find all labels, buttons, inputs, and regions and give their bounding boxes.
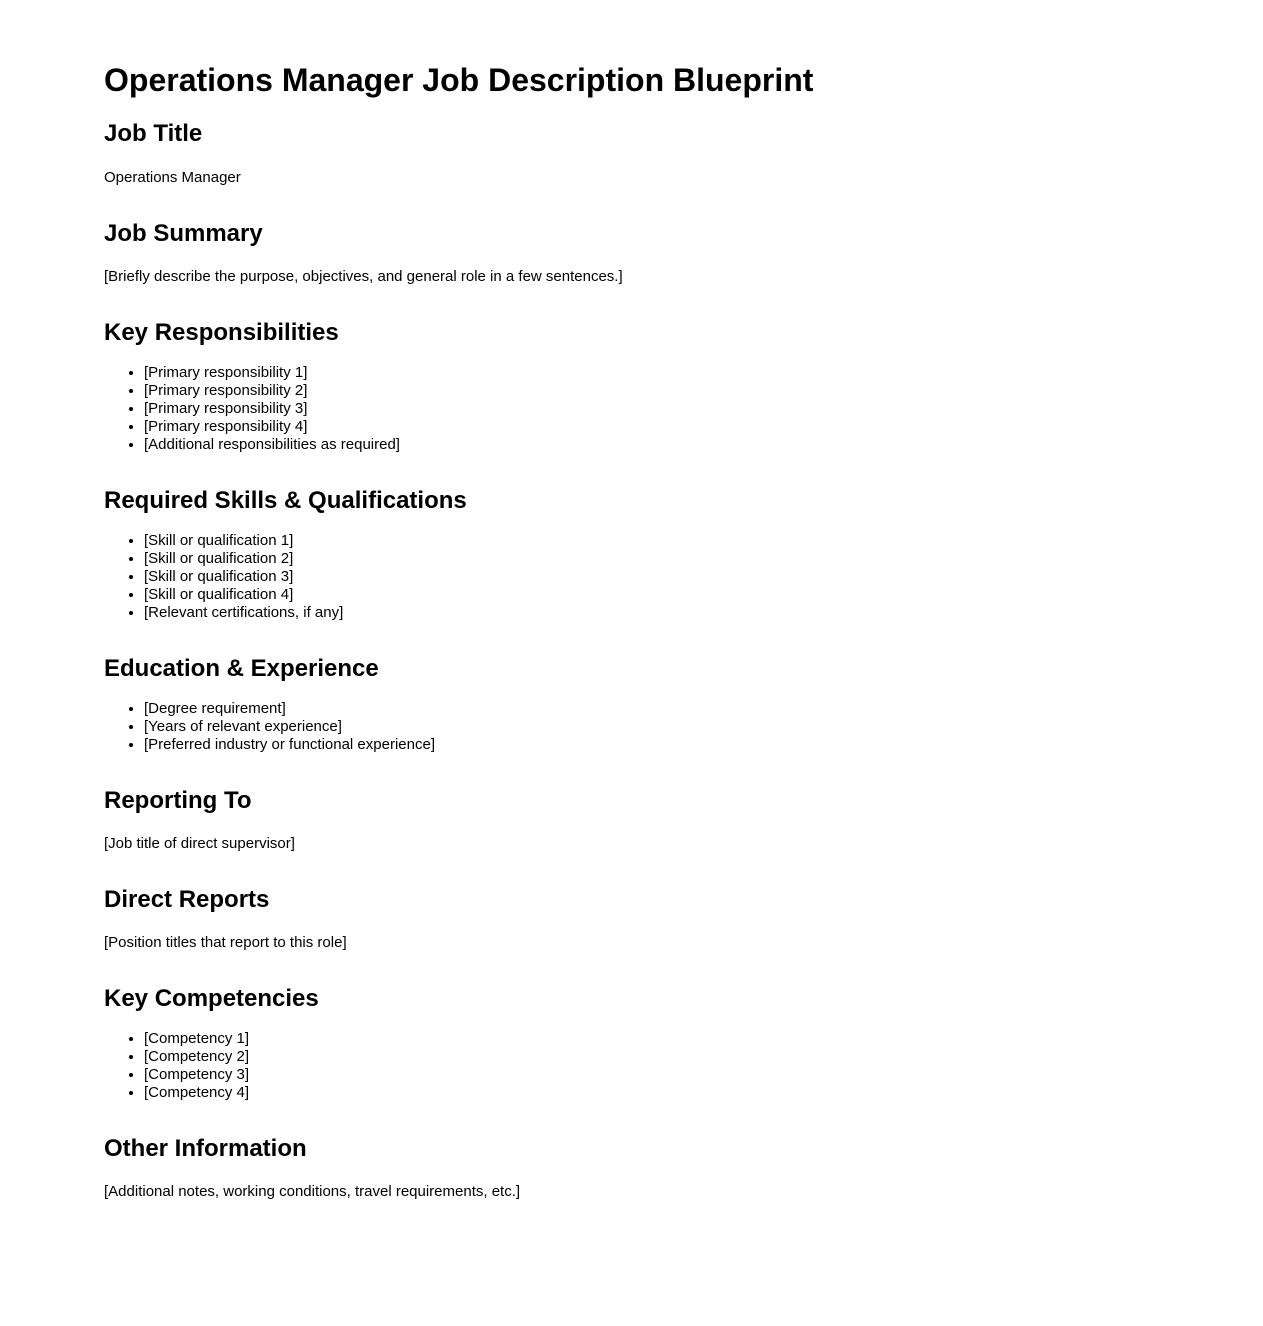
list-item: • [Degree requirement] [144, 700, 1159, 718]
list-item: • [Skill or qualification 2] [144, 550, 1159, 568]
section-heading: Other Information [104, 1135, 307, 1163]
section-heading: Direct Reports [104, 885, 270, 913]
doc-section [104, 220, 1159, 286]
list-item: • [Competency 3] [144, 1066, 1159, 1084]
list-item: • [Primary responsibility 3] [144, 400, 1159, 418]
document-content [104, 62, 1159, 1201]
list-item: • [Skill or qualification 4] [144, 586, 1159, 604]
bullet-list [104, 700, 1159, 754]
page-title: Operations Manager Job Description Blueprint [104, 62, 814, 98]
section-heading: Education & Experience [104, 654, 379, 682]
section-paragraph: [Additional notes, working conditions, travel requirements, etc.] [104, 1183, 521, 1201]
doc-section [104, 985, 1159, 1102]
list-item: • [Relevant certifications, if any] [144, 604, 1159, 622]
bullet-list [104, 532, 1159, 622]
doc-section [104, 1135, 1159, 1201]
list-item: • [Primary responsibility 1] [144, 364, 1159, 382]
section-heading: Key Responsibilities [104, 318, 339, 346]
bullet-list [104, 1030, 1159, 1102]
section-heading: Reporting To [104, 786, 252, 814]
doc-section [104, 886, 1159, 952]
section-heading: Key Competencies [104, 984, 319, 1012]
list-item: • [Preferred industry or functional experience] [144, 736, 1159, 754]
section-paragraph: [Position titles that report to this role] [104, 933, 347, 951]
section-paragraph: Operations Manager [104, 168, 241, 186]
bullet-list [104, 364, 1159, 454]
list-item: • [Primary responsibility 4] [144, 418, 1159, 436]
doc-section [104, 655, 1159, 754]
doc-section [104, 319, 1159, 454]
doc-section [104, 787, 1159, 853]
list-item: • [Years of relevant experience] [144, 718, 1159, 736]
list-item: • [Competency 1] [144, 1030, 1159, 1048]
list-item: • [Competency 4] [144, 1084, 1159, 1102]
doc-section [104, 487, 1159, 622]
list-item: • [Skill or qualification 3] [144, 568, 1159, 586]
list-item: • [Primary responsibility 2] [144, 382, 1159, 400]
section-paragraph: [Briefly describe the purpose, objectives, and general role in a few sentences.] [104, 267, 623, 285]
list-item: • [Competency 2] [144, 1048, 1159, 1066]
doc-section [104, 120, 1159, 186]
section-heading: Job Summary [104, 219, 263, 247]
list-item: • [Skill or qualification 1] [144, 532, 1159, 550]
section-paragraph: [Job title of direct supervisor] [104, 834, 295, 852]
section-heading: Job Title [104, 120, 203, 148]
sections-container [104, 120, 1159, 1201]
list-item: • [Additional responsibilities as required] [144, 436, 1159, 454]
section-heading: Required Skills & Qualifications [104, 486, 467, 514]
